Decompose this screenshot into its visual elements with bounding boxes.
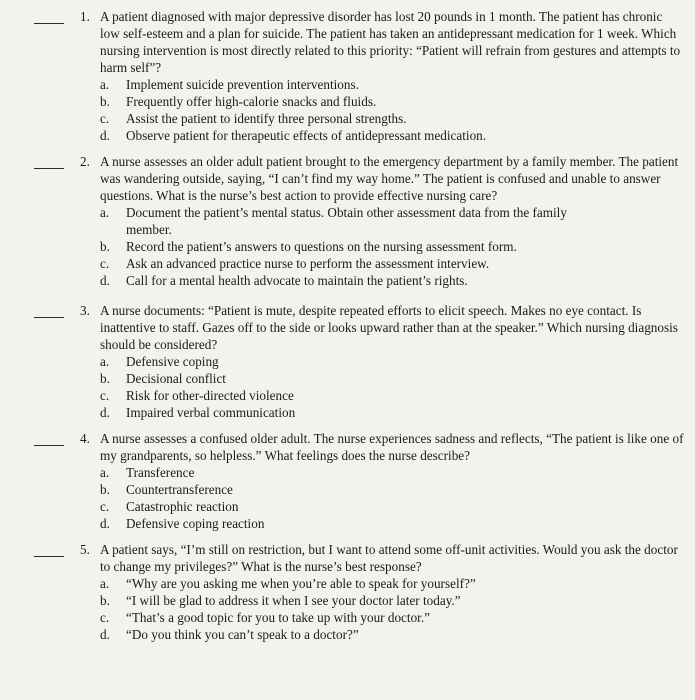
option-a[interactable]: a. Defensive coping: [100, 354, 219, 369]
option-a[interactable]: a. Document the patient’s mental status. Obtain other assessment data from the family member.: [100, 204, 685, 238]
option-list: [100, 76, 685, 144]
question-number: 5.: [80, 542, 90, 557]
option-text: Transference: [126, 465, 195, 480]
question-number: 2.: [80, 154, 90, 169]
answer-blank[interactable]: [34, 445, 64, 446]
option-text: Countertransference: [126, 482, 233, 497]
option-b[interactable]: b. Decisional conflict: [100, 371, 226, 386]
option-d[interactable]: d. Impaired verbal communication: [100, 405, 296, 420]
option-list: [100, 575, 685, 643]
option-text: Risk for other-directed violence: [126, 388, 294, 403]
option-text: Defensive coping reaction: [126, 516, 265, 531]
option-text: “Do you think you can’t speak to a doctor?”: [126, 627, 359, 642]
option-list: [100, 464, 685, 532]
option-text: Implement suicide prevention interventions.: [126, 77, 359, 92]
answer-blank[interactable]: [34, 317, 64, 318]
option-b[interactable]: b. “I will be glad to address it when I see your doctor later today.”: [100, 593, 461, 608]
option-a[interactable]: a. “Why are you asking me when you’re able to speak for yourself?”: [100, 576, 476, 591]
option-list: [100, 353, 685, 421]
option-text: Defensive coping: [126, 354, 219, 369]
option-text: “Why are you asking me when you’re able to speak for yourself?”: [126, 576, 476, 591]
option-text: Impaired verbal communication: [126, 405, 296, 420]
option-d[interactable]: d. Defensive coping reaction: [100, 516, 265, 531]
option-b[interactable]: b. Countertransference: [100, 482, 233, 497]
option-b[interactable]: b. Record the patient’s answers to questions on the nursing assessment form.: [100, 239, 517, 254]
option-text: Call for a mental health advocate to maintain the patient’s rights.: [126, 273, 468, 288]
option-text: “I will be glad to address it when I see your doctor later today.”: [126, 593, 461, 608]
option-list: [100, 204, 685, 289]
option-d[interactable]: d. Observe patient for therapeutic effects of antidepressant medication.: [100, 128, 487, 143]
answer-blank[interactable]: [34, 168, 64, 169]
option-text: “That’s a good topic for you to take up with your doctor.”: [126, 610, 430, 625]
option-c[interactable]: c. Ask an advanced practice nurse to perform the assessment interview.: [100, 256, 490, 271]
option-a[interactable]: a. Implement suicide prevention interventions.: [100, 77, 359, 92]
option-c[interactable]: c. Risk for other-directed violence: [100, 388, 294, 403]
option-text: Document the patient’s mental status. Obtain other assessment data from the family member.: [126, 205, 567, 237]
option-text: Observe patient for therapeutic effects of antidepressant medication.: [126, 128, 487, 143]
option-d[interactable]: d. “Do you think you can’t speak to a doctor?”: [100, 627, 359, 642]
option-b[interactable]: b. Frequently offer high-calorie snacks and fluids.: [100, 94, 377, 109]
option-text: Assist the patient to identify three personal strengths.: [126, 111, 407, 126]
option-a[interactable]: a. Transference: [100, 465, 195, 480]
question-number: 4.: [80, 431, 90, 446]
option-text: Ask an advanced practice nurse to perform the assessment interview.: [126, 256, 490, 271]
question-stem: A nurse assesses a confused older adult. The nurse experiences sadness and reflects, “The patient is like one of my grandparents, so helpless.” What feelings does the nurse describe?: [100, 431, 684, 463]
question-stem: A nurse documents: “Patient is mute, despite repeated efforts to elicit speech. Makes no eye contact. Is inattentive to staff. Gazes off to the side or looks upward rather than at the speaker.” Which nursing diagnosis should be considered?: [100, 303, 678, 352]
question-stem: A patient says, “I’m still on restriction, but I want to attend some off-unit activities. Would you ask the doctor to change my privileges?” What is the nurse’s best response?: [100, 542, 678, 574]
answer-blank[interactable]: [34, 23, 64, 24]
question-number: 3.: [80, 303, 90, 318]
option-d[interactable]: d. Call for a mental health advocate to maintain the patient’s rights.: [100, 273, 468, 288]
option-text: Decisional conflict: [126, 371, 226, 386]
question-stem: A nurse assesses an older adult patient brought to the emergency department by a family member. The patient was wandering outside, saying, “I can’t find my way home.” The patient is confused and unable to answer questions. What is the nurse’s best action to provide effective nursing care?: [100, 154, 679, 203]
option-c[interactable]: c. Catastrophic reaction: [100, 499, 239, 514]
option-text: Catastrophic reaction: [126, 499, 239, 514]
option-text: Record the patient’s answers to questions on the nursing assessment form.: [126, 239, 517, 254]
question-stem: A patient diagnosed with major depressive disorder has lost 20 pounds in 1 month. The patient has chronic low self-esteem and a plan for suicide. The patient has taken an antidepressant medication for 1 week. Which nursing intervention is most directly related to this priority: “Patient will refrain from gestures and attempts to harm self”?: [100, 9, 681, 75]
option-c[interactable]: c. “That’s a good topic for you to take up with your doctor.”: [100, 610, 430, 625]
answer-blank[interactable]: [34, 556, 64, 557]
option-text: Frequently offer high-calorie snacks and fluids.: [126, 94, 377, 109]
option-c[interactable]: c. Assist the patient to identify three personal strengths.: [100, 111, 407, 126]
question-number: 1.: [80, 9, 90, 24]
